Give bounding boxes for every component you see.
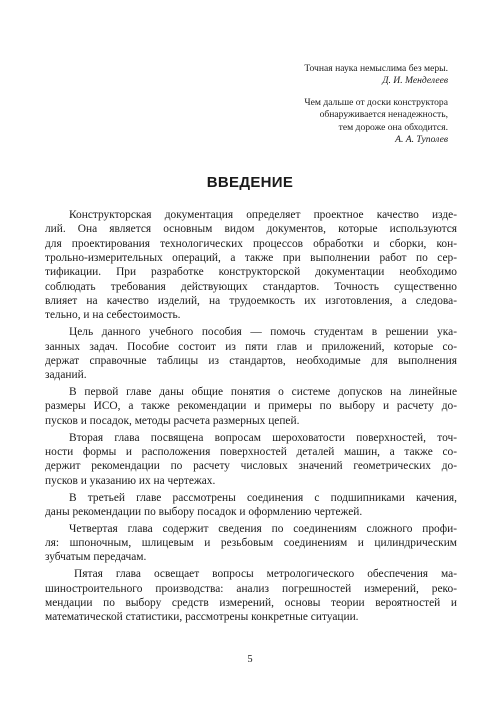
paragraph-line: держат справочные таблицы из стандартов, необходимые для выполнения xyxy=(45,354,457,367)
paragraph-line: занных задач. Пособие состоит из пяти глав и приложений, которые со- xyxy=(45,340,457,353)
epigraph-line: тем дороже она обходится. xyxy=(338,121,448,133)
paragraph-line: пусков и посадок, методы расчета размерных цепей. xyxy=(45,414,300,427)
paragraph-line: лий. Она является основным видом документов, которые используются xyxy=(45,223,457,236)
paragraph xyxy=(45,208,457,323)
paragraph xyxy=(45,385,457,428)
paragraph-line: шиностроительного производства: анализ погрешностей измерений, реко- xyxy=(45,582,457,595)
epigraph-tupolev xyxy=(188,97,448,147)
paragraph-line: держит рекомендации по расчету числовых значений геометрических до- xyxy=(45,460,457,473)
paragraph-line: зубчатым передачам. xyxy=(45,551,147,564)
epigraph-line: Точная наука немыслима без меры. xyxy=(304,63,448,74)
paragraph-line: Четвертая глава содержит сведения по соединениям сложного профи- xyxy=(69,522,457,535)
epigraph-mendeleev xyxy=(188,63,448,88)
paragraph-line: математической статистики, рассмотрены конкретные ситуации. xyxy=(45,611,359,624)
page-number: 5 xyxy=(247,654,253,665)
epigraph-author: А. А. Туполев xyxy=(395,134,448,146)
paragraph-line: ля: шпоночным, шлицевым и резьбовым соединениям и цилиндрическим xyxy=(45,537,457,550)
paragraph-line: размеры ИСО, а также рекомендации и примеры по выбору и расчету до- xyxy=(45,400,457,413)
paragraph-line: Конструкторская документация определяет проектное качество изде- xyxy=(69,209,457,221)
paragraph-line: даны рекомендации по выбору посадок и оформлению чертежей. xyxy=(45,505,363,518)
paragraph-line: Вторая глава посвящена вопросам шероховатости поверхностей, точ- xyxy=(69,431,457,444)
paragraph-line: Цель данного учебного пособия — помочь студентам в решении ука- xyxy=(69,326,457,339)
paragraph-line: мендации по выбору средств измерений, основы теории вероятностей и xyxy=(45,596,457,609)
chapter-title: ВВЕДЕНИЕ xyxy=(206,174,294,191)
paragraph-line: тельно, и на себестоимость. xyxy=(45,309,181,322)
epigraph-author: Д. И. Менделеев xyxy=(382,75,448,87)
epigraph-line: обнаруживается ненадежность, xyxy=(319,109,448,121)
paragraph xyxy=(45,325,457,382)
paragraph-line: трольно-измерительных операций, а также при выполнении работ по сер- xyxy=(45,252,457,265)
paragraph-line: тификации. При разработке конструкторской документации необходимо xyxy=(45,266,457,279)
paragraph xyxy=(45,567,457,624)
body-text xyxy=(45,208,457,625)
paragraph-line: для проектирования технологических процессов обработки и сборки, кон- xyxy=(45,237,457,250)
paragraph-line: пусков и указанию их на чертежах. xyxy=(45,474,216,487)
paragraph xyxy=(45,491,457,520)
paragraph xyxy=(45,431,457,488)
paragraph-line: В первой главе даны общие понятия о системе допусков на линейные xyxy=(69,386,457,399)
paragraph xyxy=(45,522,457,565)
paragraph-line: соблюдать требования действующих стандартов. Точность существенно xyxy=(45,280,457,293)
paragraph-line: Пятая глава освещает вопросы метрологического обеспечения ма- xyxy=(74,568,457,581)
paragraph-line: влияет на качество изделий, на трудоемкость их изготовления, а следова- xyxy=(45,295,457,308)
paragraph-line: ности формы и расположения поверхностей деталей машин, а также со- xyxy=(45,446,457,458)
epigraph-line: Чем дальше от доски конструктора xyxy=(304,97,448,108)
paragraph-line: заданий. xyxy=(45,369,87,382)
paragraph-line: В третьей главе рассмотрены соединения с подшипниками качения, xyxy=(69,491,457,504)
